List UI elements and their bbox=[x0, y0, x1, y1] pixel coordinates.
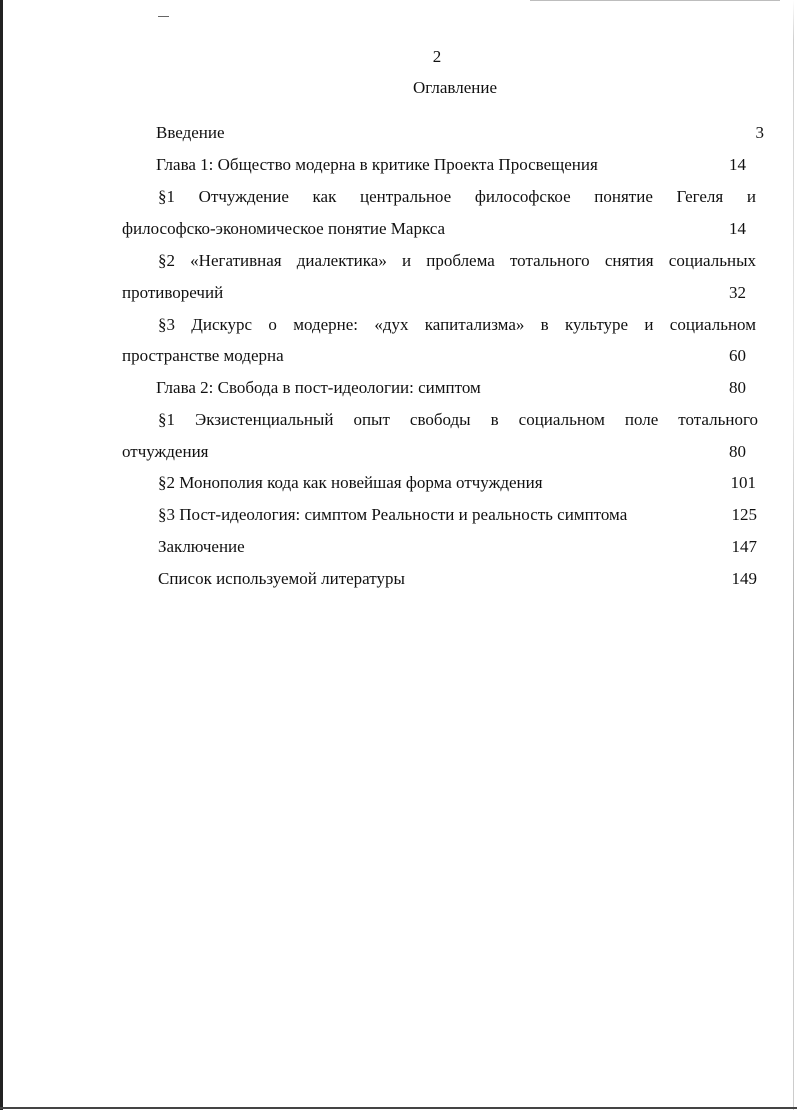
toc-title: Оглавление bbox=[413, 78, 497, 97]
toc-entry-ch1-sec1-line1: §1 Отчуждение как центральное философское понятие Гегеля и bbox=[158, 187, 756, 206]
toc-entry-ch1-sec3-line2: пространстве модерна bbox=[122, 346, 284, 365]
toc-page-ch2-sec1: 80 bbox=[729, 442, 746, 461]
toc-page-ch2-sec2: 101 bbox=[730, 473, 756, 492]
toc-page-chapter-2: 80 bbox=[729, 378, 746, 397]
toc-entry-ch2-sec3: §3 Пост-идеология: симптом Реальности и реальность симптома bbox=[158, 505, 628, 524]
toc-entry-conclusion: Заключение bbox=[158, 537, 245, 556]
toc-entry-chapter-1: Глава 1: Общество модерна в критике Проекта Просвещения bbox=[156, 155, 598, 174]
toc-page-ch2-sec3: 125 bbox=[731, 505, 757, 524]
toc-entry-ch2-sec1-line1: §1 Экзистенциальный опыт свободы в социальном поле тотального bbox=[158, 410, 758, 429]
toc-page-ch1-sec2: 32 bbox=[729, 283, 746, 302]
toc-entry-bibliography: Список используемой литературы bbox=[158, 569, 405, 588]
toc-entry-ch2-sec2: §2 Монополия кода как новейшая форма отчуждения bbox=[158, 473, 543, 492]
toc-entry-ch1-sec2-line1: §2 «Негативная диалектика» и проблема тотального снятия социальных bbox=[158, 251, 756, 270]
toc-entry-ch1-sec3-line1: §3 Дискурс о модерне: «дух капитализма» в культуре и социальном bbox=[158, 315, 756, 334]
toc-page-ch1-sec3: 60 bbox=[729, 346, 746, 365]
toc-entry-ch1-sec2-line2: противоречий bbox=[122, 283, 224, 302]
toc-page-conclusion: 147 bbox=[731, 537, 757, 556]
toc-page-chapter-1: 14 bbox=[729, 155, 746, 174]
toc-entry-ch2-sec1-line2: отчуждения bbox=[122, 442, 209, 461]
toc-page-intro: 3 bbox=[755, 123, 764, 142]
toc-entry-chapter-2: Глава 2: Свобода в пост-идеологии: симптом bbox=[156, 378, 481, 397]
toc-entry-intro: Введение bbox=[156, 123, 225, 142]
toc-page-ch1-sec1: 14 bbox=[729, 219, 746, 238]
toc-page-bibliography: 149 bbox=[731, 569, 757, 588]
page-number: 2 bbox=[432, 47, 442, 66]
toc-entry-ch1-sec1-line2: философско-экономическое понятие Маркса bbox=[122, 219, 446, 238]
